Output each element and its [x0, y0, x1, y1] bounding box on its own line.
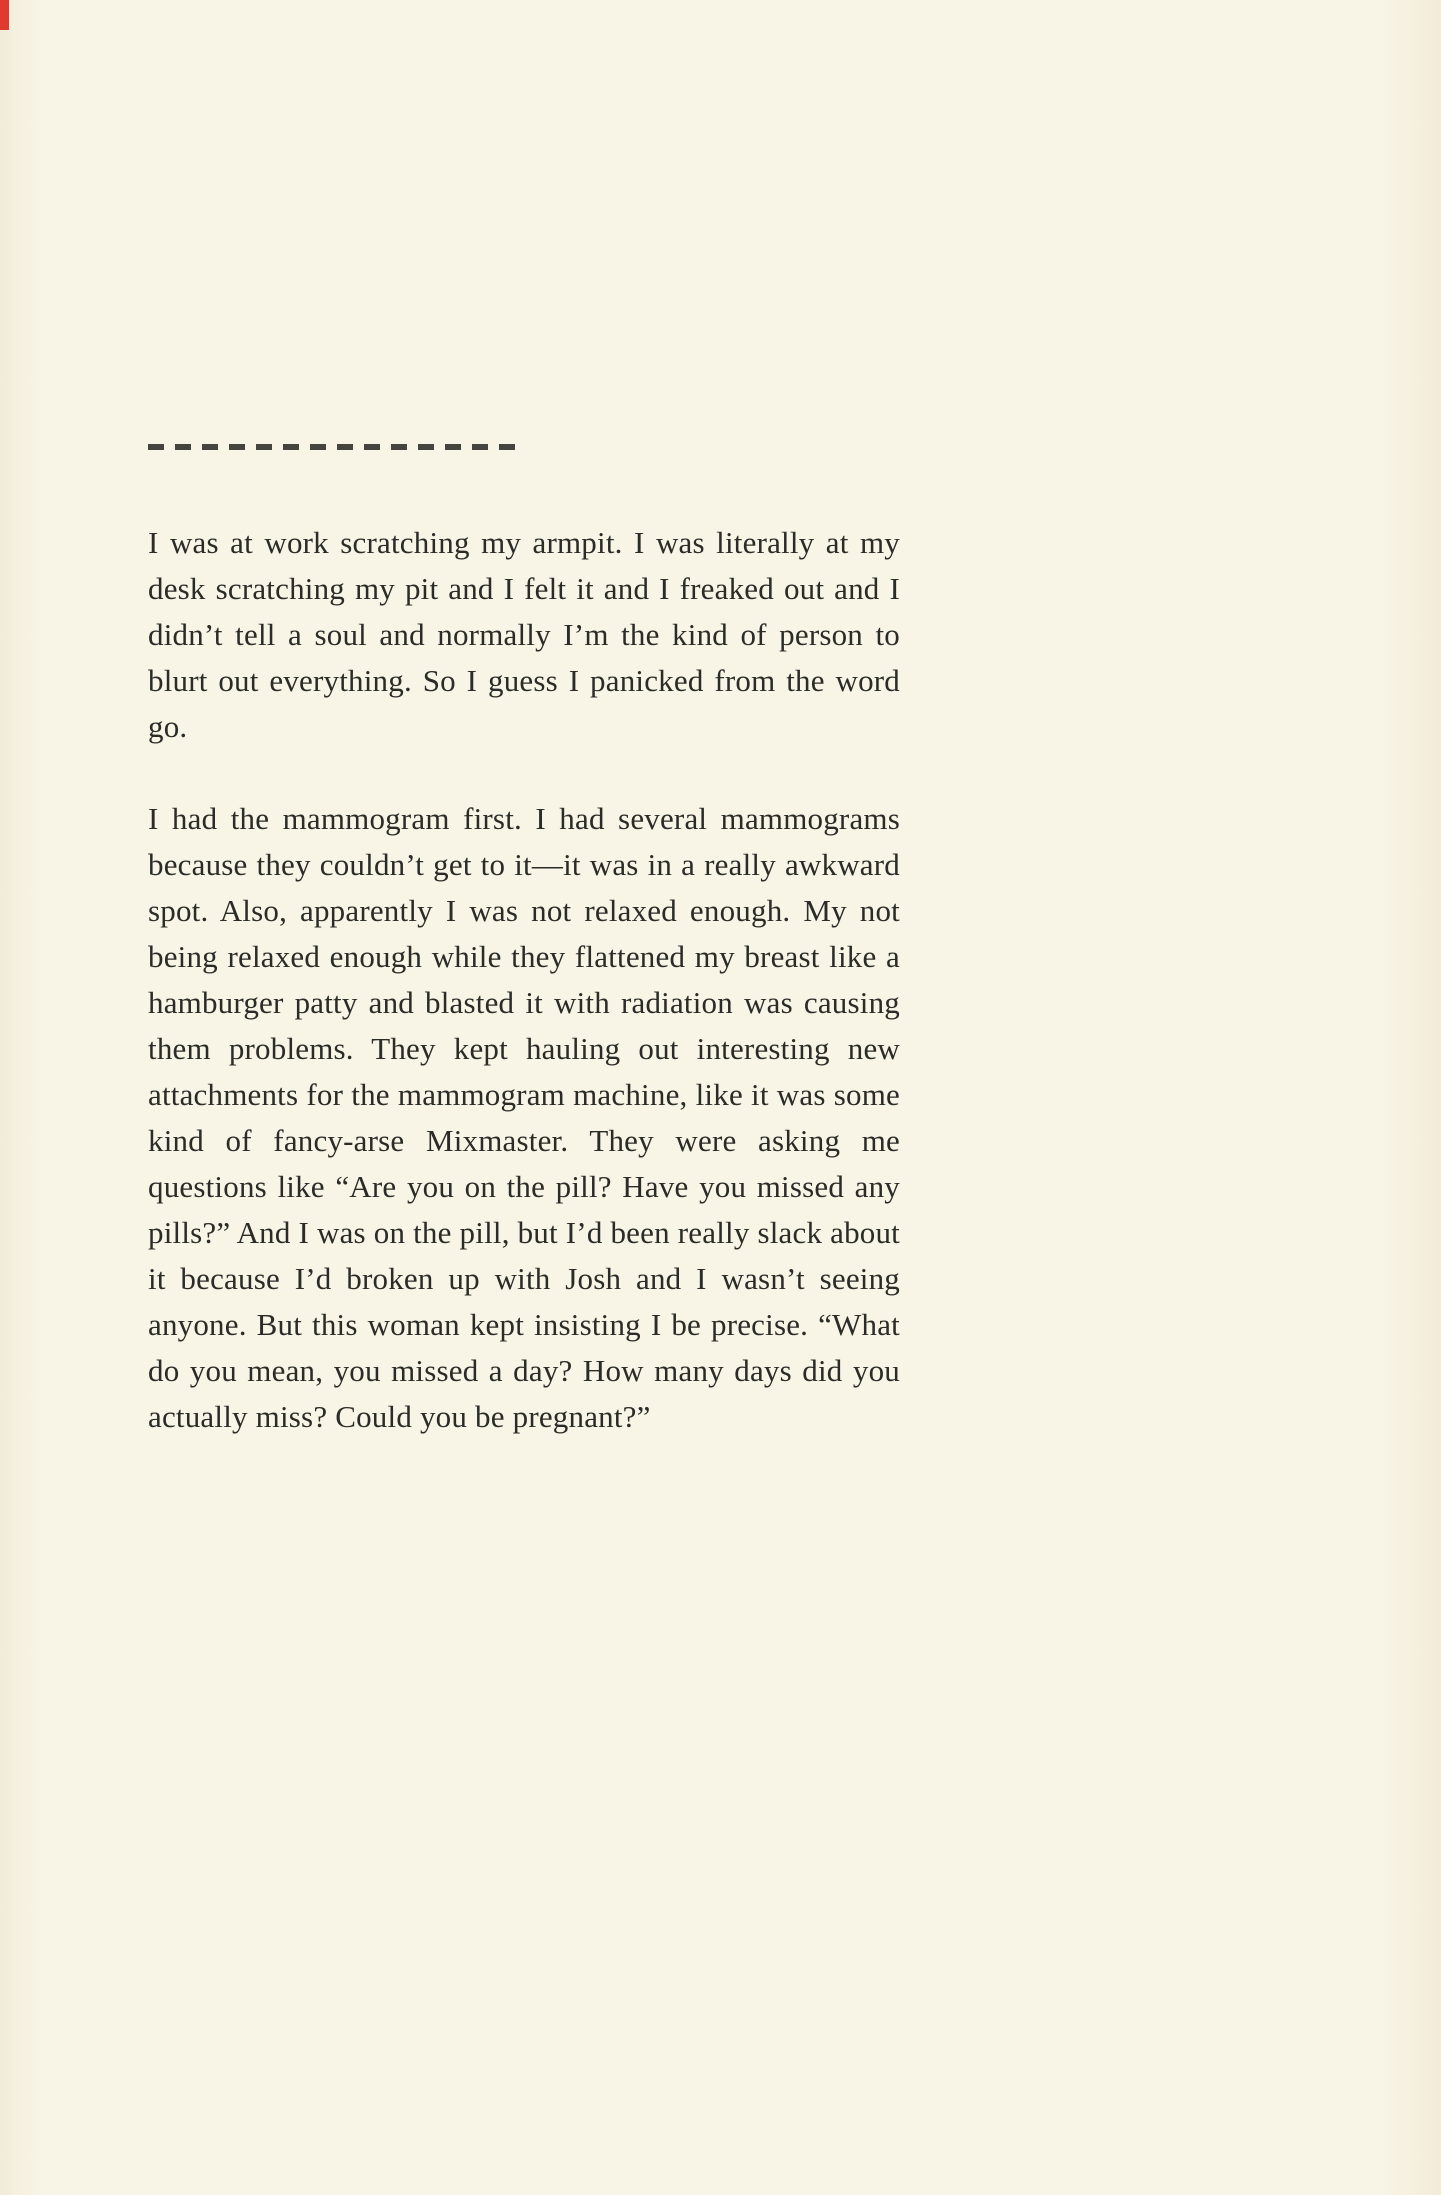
text-column	[148, 0, 900, 1440]
paragraph-2: I had the mammogram first. I had several mammograms because they couldn’t get to it—it was in a really awkward spot. Also, apparently I was not relaxed enough. My not being relaxed enough while they flattened my breast like a hamburger patty and blasted it with radiation was causing them problems. They kept hauling out interesting new attachments for the mammogram machine, like it was some kind of fancy-arse Mixmaster. They were asking me questions like “Are you on the pill? Have you missed any pills?” And I was on the pill, but I’d been really slack about it because I’d broken up with Josh and I wasn’t seeing anyone. But this woman kept insisting I be precise. “What do you mean, you missed a day? How many days did you actually miss? Could you be pregnant?”	[148, 801, 900, 1434]
dashed-rule-separator	[148, 444, 524, 450]
scan-edge-mark	[0, 0, 9, 30]
paragraph-1: I was at work scratching my armpit. I was literally at my desk scratching my pit and I felt it and I freaked out and I didn’t tell a soul and normally I’m the kind of person to blurt out everything. So I guess I panicked from the word go.	[148, 525, 900, 744]
